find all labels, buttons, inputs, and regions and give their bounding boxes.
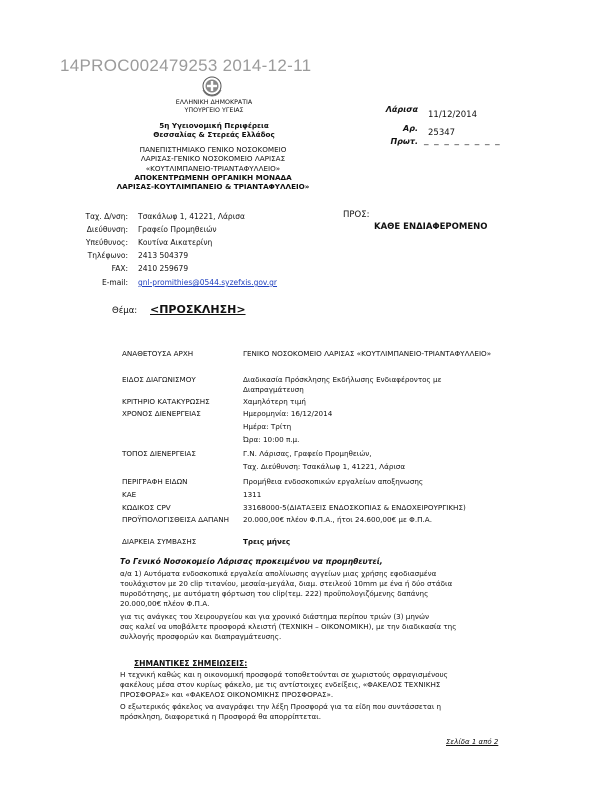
- header-ministry: ΥΠΟΥΡΓΕΙΟ ΥΓΕΙΑΣ: [184, 107, 244, 114]
- detail-value: 20.000,00€ πλέον Φ.Π.Α., ήτοι 24.600,00€ με Φ.Π.Α.: [243, 515, 433, 524]
- detail-value: Διαδικασία Πρόσκλησης Εκδήλωσης Ενδιαφέροντος με Διαπραγμάτευση: [243, 375, 442, 394]
- fax-label: FAX:: [111, 264, 128, 273]
- notes-heading: ΣΗΜΑΝΤΙΚΕΣ ΣΗΜΕΙΩΣΕΙΣ:: [134, 659, 248, 668]
- detail-value: ΓΕΝΙΚΟ ΝΟΣΟΚΟΜΕΙΟ ΛΑΡΙΣΑΣ «ΚΟΥΤΛΙΜΠΑΝΕΙΟ-ΤΡΙΑΝΤΑΦΥΛΛΕΙΟ»: [243, 349, 492, 358]
- email-label: E-mail:: [101, 278, 128, 287]
- notes-line: φακέλους μέσα στον κυρίως φάκελο, με τις αντίστοιχες ενδείξεις, «ΦΑΚΕΛΟΣ ΤΕΧΝΙΚΗΣ: [120, 680, 441, 689]
- header-hospital-line3: «ΚΟΥΤΛΙΜΠΑΝΕΙΟ-ΤΡΙΑΝΤΑΦΥΛΛΕΙΟ»: [145, 163, 281, 173]
- document-stamp-id: 14PROC002479253 2014-12-11: [60, 56, 312, 75]
- responsible-value: Κουτίνα Αικατερίνη: [138, 238, 213, 247]
- detail-value: Χαμηλότερη τιμή: [243, 397, 306, 406]
- detail-label: ΕΙΔΟΣ ΔΙΑΓΩΝΙΣΜΟΥ: [122, 375, 196, 384]
- protocol-dashes: _ _ _ _ _ _ _ _: [424, 136, 502, 146]
- detail-label: ΧΡΟΝΟΣ ΔΙΕΝΕΡΓΕΙΑΣ: [122, 409, 201, 418]
- intro-line: για τις ανάγκες του Χειρουργείου και για χρονικό διάστημα περίπου τριών (3) μηνών: [120, 612, 429, 621]
- recipient-value: ΚΑΘΕ ΕΝΔΙΑΦΕΡΟΜΕΝΟ: [374, 222, 488, 232]
- header-hospital-line1: ΠΑΝΕΠΙΣΤΗΜΙΑΚΟ ΓΕΝΙΚΟ ΝΟΣΟΚΟΜΕΙΟ: [139, 145, 287, 154]
- detail-value: Ημέρα: Τρίτη: [243, 422, 292, 431]
- detail-label: ΑΝΑΘΕΤΟΥΣΑ ΑΡΧΗ: [122, 349, 194, 358]
- intro-line: 20.000,00€ πλέον Φ.Π.Α.: [120, 599, 210, 608]
- header-state: [150, 99, 278, 115]
- header-region: [118, 121, 310, 140]
- email-link[interactable]: gnl-promithies@0544.syzefxis.gov.gr: [138, 278, 278, 287]
- detail-label: ΚΩΔΙΚΟΣ CPV: [122, 503, 171, 512]
- intro-line: α/α 1) Αυτόματα ενδοσκοπικά εργαλεία απολίνωσης αγγείων μιας χρήσης εφοδιασμένα: [120, 569, 437, 578]
- subject-label: Θέμα:: [112, 306, 138, 316]
- header-region-name: Θεσσαλίας & Στερεάς Ελλάδος: [153, 130, 275, 140]
- notes-line: Η τεχνική καθώς και η οικονομική προσφορά τοποθετούνται σε χωριστούς σφραγισμένους: [120, 670, 448, 679]
- intro-lead: Το Γενικό Νοσοκομείο Λάρισας προκειμένου να προμηθευτεί,: [120, 557, 383, 566]
- detail-label: ΔΙΑΡΚΕΙΑ ΣΥΜΒΑΣΗΣ: [122, 537, 197, 546]
- detail-value: Γ.Ν. Λάρισας, Γραφείο Προμηθειών,: [243, 449, 372, 458]
- protocol-label: Πρωτ.: [390, 137, 418, 146]
- detail-value: Ταχ. Διεύθυνση: Τσακάλωφ 1, 41221, Λάρισα: [243, 462, 406, 471]
- detail-value: 33168000-5(ΔΙΑΤΑΞΕΙΣ ΕΝΔΟΣΚΟΠΙΑΣ & ΕΝΔΟΧΕΙΡΟΥΡΓΙΚΗΣ): [243, 503, 466, 512]
- subject-value: <ΠΡΟΣΚΛΗΣΗ>: [150, 303, 246, 316]
- detail-label: ΠΕΡΙΓΡΑΦΗ ΕΙΔΩΝ: [122, 477, 188, 486]
- header-region-line: 5η Υγειονομική Περιφέρεια: [159, 121, 269, 130]
- responsible-label: Υπεύθυνος:: [85, 238, 128, 247]
- detail-label: ΤΟΠΟΣ ΔΙΕΝΕΡΓΕΙΑΣ: [122, 449, 196, 458]
- notes-line: Ο εξωτερικός φάκελος να αναγράφει την λέξη Προσφορά για τα είδη που συντάσσεται η: [120, 702, 442, 711]
- detail-value: Ώρα: 10:00 π.μ.: [243, 435, 300, 444]
- detail-value: Προμήθεια ενδοσκοπικών εργαλείων αποξηνωσης: [243, 477, 424, 486]
- header-hospital: [106, 145, 320, 191]
- detail-label: ΠΡΟΫΠΟΛΟΓΙΣΘΕΙΣΑ ΔΑΠΑΝΗ: [122, 515, 230, 524]
- detail-value: Τρεις μήνες: [243, 537, 291, 546]
- detail-value: Ημερομηνία: 16/12/2014: [243, 409, 333, 418]
- intro-line: πυροδότησης, με αυτόματη φόρτωση του clip(τεμ. 222) προϋπολογιζόμενης δαπάνης: [120, 589, 429, 598]
- detail-label: ΚΑΕ: [122, 490, 137, 499]
- recipient-label: ΠΡΟΣ:: [343, 210, 370, 220]
- phone-value: 2413 504379: [138, 251, 189, 260]
- detail-value: 1311: [243, 490, 262, 499]
- detail-label: ΚΡΙΤΗΡΙΟ ΚΑΤΑΚΥΡΩΣΗΣ: [122, 397, 210, 406]
- greek-emblem-icon: [200, 74, 224, 98]
- department-label: Διεύθυνση:: [86, 225, 128, 234]
- number-label: Αρ.: [403, 124, 418, 133]
- notes-line: πρόσκληση, διαφορετικά η Προσφορά θα απορρίπτεται.: [120, 712, 321, 721]
- document-date: 11/12/2014: [428, 110, 477, 120]
- intro-line: σας καλεί να υποβάλετε προσφορά κλειστή (ΤΕΧΝΙΚΗ – ΟΙΚΟΝΟΜΙΚΗ), με την διαδικασία της: [120, 622, 457, 631]
- fax-value: 2410 259679: [138, 264, 189, 273]
- header-unit-line1: ΑΠΟΚΕΝΤΡΩΜΕΝΗ ΟΡΓΑΝΙΚΗ ΜΟΝΑΔΑ: [134, 172, 292, 182]
- address-label: Ταχ. Δ/νση:: [85, 212, 128, 221]
- protocol-number: 25347: [428, 128, 456, 138]
- notes-line: ΠΡΟΣΦΟΡΑΣ» και «ΦΑΚΕΛΟΣ ΟΙΚΟΝΟΜΙΚΗΣ ΠΡΟΣΦΟΡΑΣ».: [120, 690, 334, 699]
- page-number: Σελίδα 1 από 2: [446, 738, 499, 746]
- department-value: Γραφείο Προμηθειών: [138, 225, 217, 234]
- city-label: Λάρισα: [385, 105, 418, 114]
- address-value: Τσακάλωφ 1, 41221, Λάρισα: [138, 212, 245, 221]
- header-hospital-line2: ΛΑΡΙΣΑΣ-ΓΕΝΙΚΟ ΝΟΣΟΚΟΜΕΙΟ ΛΑΡΙΣΑΣ: [140, 154, 286, 164]
- phone-label: Τηλέφωνο:: [87, 251, 128, 260]
- intro-line: συλλογής προσφορών και διαπραγμάτευσης.: [120, 632, 282, 641]
- header-republic: ΕΛΛΗΝΙΚΗ ΔΗΜΟΚΡΑΤΙΑ: [175, 99, 253, 106]
- intro-line: τουλάχιστον με 20 clip τιτανίου, μεσαία-μεγάλα, διαμ. στειλεού 10mm με ένα ή δύο στάδια: [120, 579, 453, 588]
- header-unit-line2: ΛΑΡΙΣΑΣ-ΚΟΥΤΛΙΜΠΑΝΕΙΟ & ΤΡΙΑΝΤΑΦΥΛΛΕΙΟ»: [116, 182, 310, 192]
